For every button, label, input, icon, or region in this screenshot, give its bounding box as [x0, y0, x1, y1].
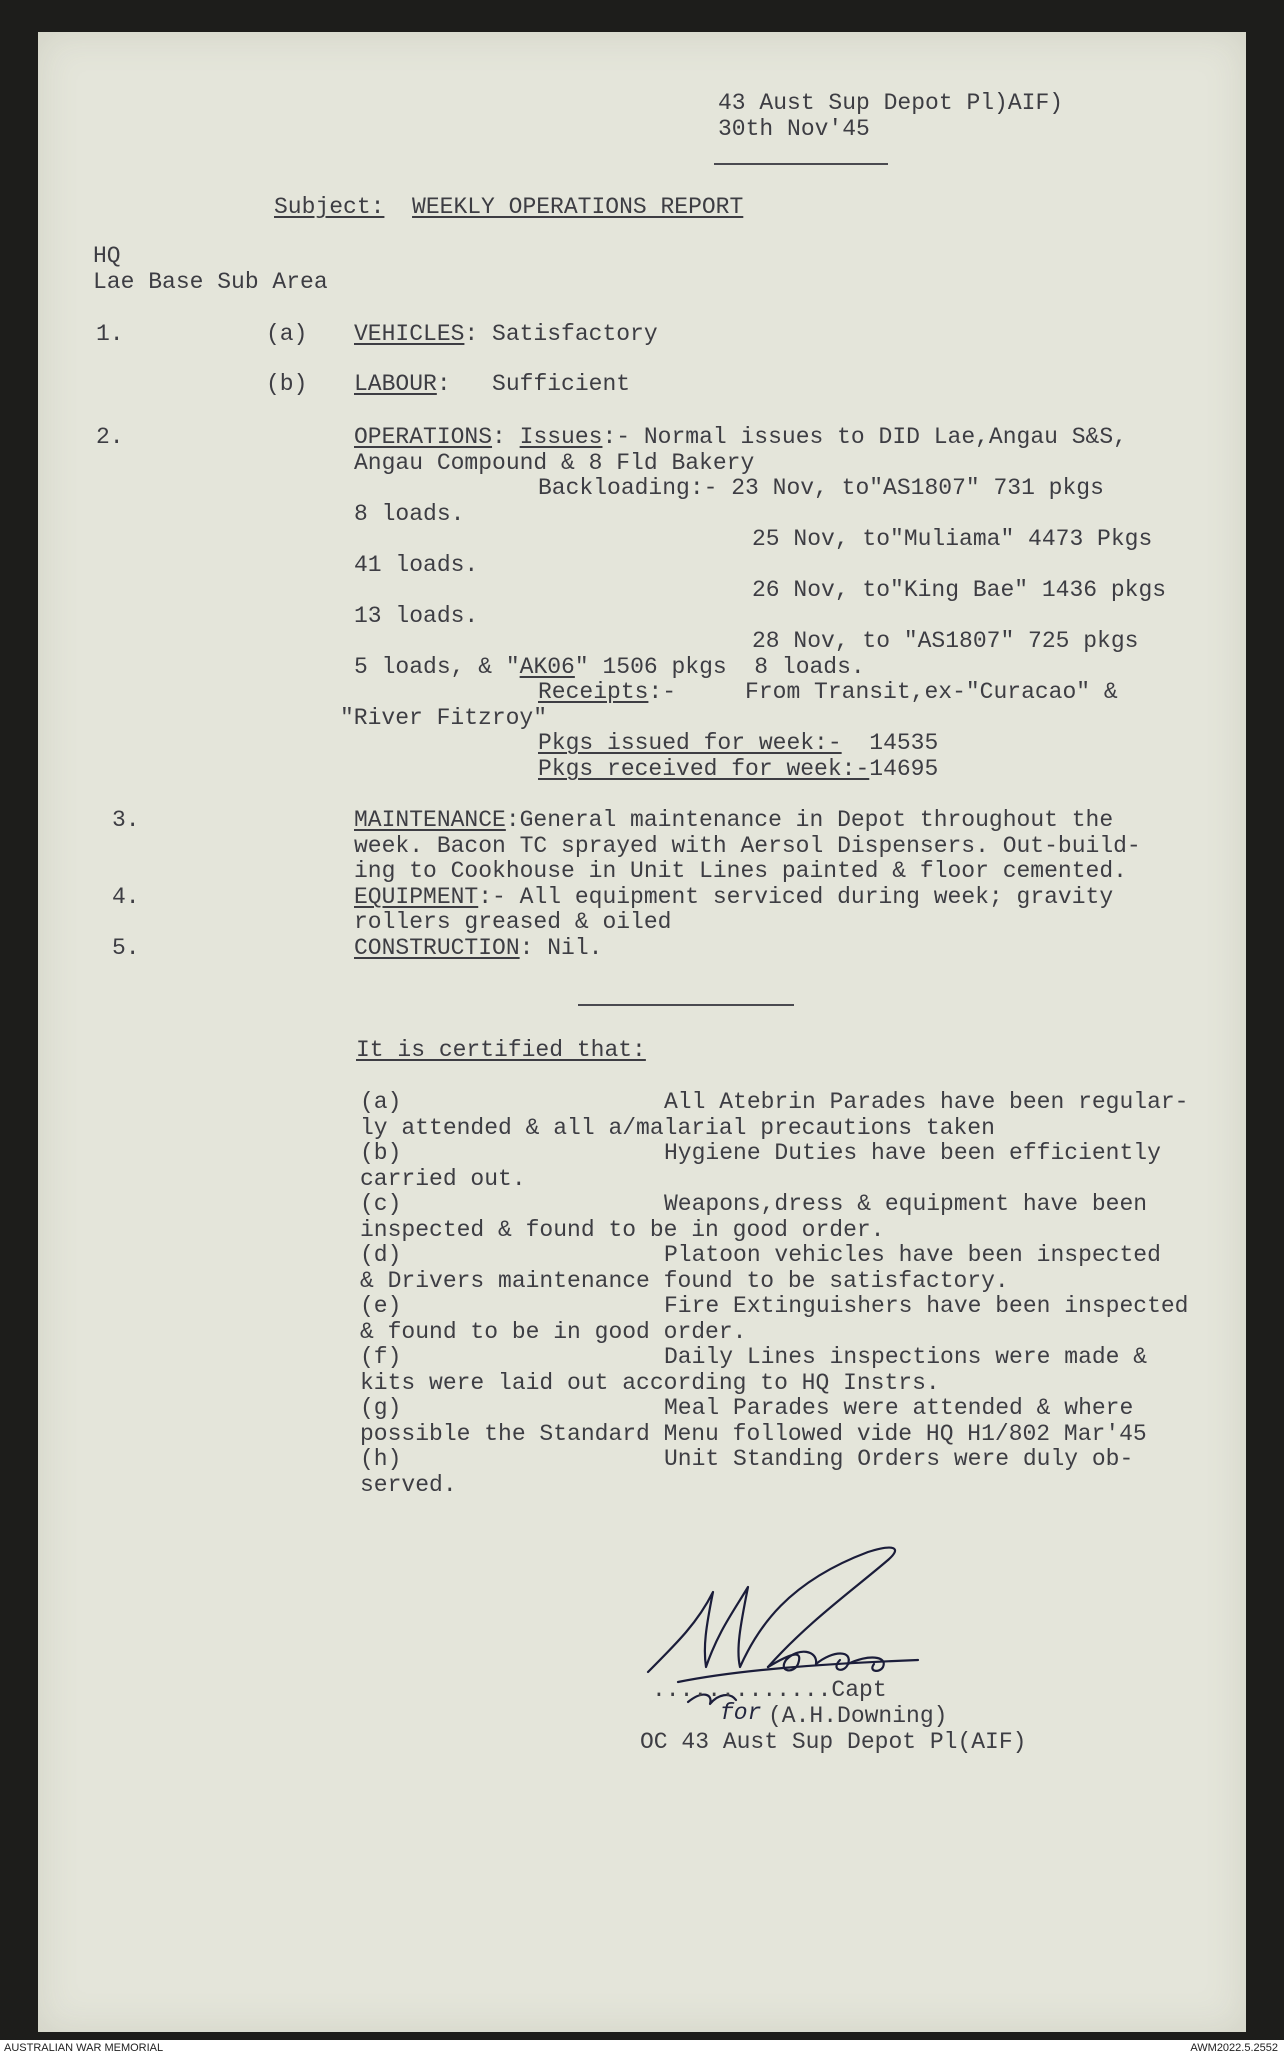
labour-value: : Sufficient	[436, 371, 631, 397]
item-1a-letter: (a)	[266, 321, 308, 347]
vehicles-line	[354, 321, 658, 347]
pkgs-received-line	[538, 756, 938, 782]
backloading-2: 25 Nov, to"Muliama" 4473 Pkgs	[752, 526, 1153, 552]
loads-4	[354, 654, 865, 680]
issues-continuation: Angau Compound & 8 Fld Bakery	[354, 450, 755, 476]
archive-footer	[0, 2040, 1284, 2061]
item-4-number: 4.	[112, 884, 140, 910]
section-rule	[578, 1004, 794, 1006]
header-rule	[714, 163, 888, 165]
cert-h-line2: served.	[360, 1472, 457, 1498]
receipts-continuation: "River Fitzroy"	[340, 705, 548, 731]
certification-heading: It is certified that:	[356, 1037, 646, 1063]
footer-left: AUSTRALIAN WAR MEMORIAL	[4, 2042, 164, 2054]
issues-label: Issues	[519, 424, 603, 450]
pkgs-received-value: 14695	[869, 756, 939, 782]
cert-d-line2: & Drivers maintenance found to be satisfactory.	[360, 1268, 1009, 1294]
cert-c-line1: Weapons,dress & equipment have been	[664, 1191, 1148, 1217]
cert-g-line1: Meal Parades were attended & where	[664, 1395, 1134, 1421]
item-1-number: 1.	[96, 321, 124, 347]
equipment-line-2: rollers greased & oiled	[354, 909, 672, 935]
item-5-number: 5.	[112, 935, 140, 961]
receipts-text: :- From Transit,ex-"Curacao" &	[648, 679, 1118, 705]
cert-e-line2: & found to be in good order.	[360, 1319, 747, 1345]
construction-value: : Nil.	[519, 935, 603, 961]
backloading-line: Backloading:- 23 Nov, to"AS1807" 731 pkgs	[538, 475, 1104, 501]
cert-a-letter: (a)	[360, 1089, 402, 1115]
backloading-4: 28 Nov, to "AS1807" 725 pkgs	[752, 628, 1139, 654]
cert-h-letter: (h)	[360, 1446, 402, 1472]
loads-3: 13 loads.	[354, 603, 479, 629]
equipment-text: :- All equipment serviced during week; gravity	[478, 884, 1114, 910]
labour-label: LABOUR	[354, 371, 437, 397]
loads-4-suffix: " 1506 pkgs 8 loads.	[574, 654, 865, 680]
ak-vessel: AK06	[519, 654, 575, 680]
cert-a-line1: All Atebrin Parades have been regular-	[664, 1089, 1189, 1115]
pkgs-issued-value: 14535	[841, 730, 939, 756]
operations-line: OPERATIONS: Issues:- Normal issues to DID Lae,Angau S&S,	[354, 424, 1127, 450]
loads-1: 8 loads.	[354, 501, 465, 527]
item-2-number: 2.	[96, 424, 124, 450]
issues-text: :- Normal issues to DID Lae,Angau S&S,	[602, 424, 1127, 450]
operations-label: OPERATIONS	[354, 424, 493, 450]
subject-title: WEEKLY OPERATIONS REPORT	[412, 194, 744, 220]
cert-f-line2: kits were laid out according to HQ Instrs.	[360, 1370, 940, 1396]
pkgs-issued-line	[538, 730, 938, 756]
pkgs-issued-label: Pkgs issued for week:-	[538, 730, 842, 756]
equipment-label: EQUIPMENT	[354, 884, 479, 910]
loads-2: 41 loads.	[354, 552, 479, 578]
signature-per: for	[720, 1700, 762, 1726]
item-1b-letter: (b)	[266, 371, 308, 397]
cert-e-letter: (e)	[360, 1293, 402, 1319]
backloading-3: 26 Nov, to"King Bae" 1436 pkgs	[752, 577, 1167, 603]
receipts-line	[538, 679, 1118, 705]
cert-c-line2: inspected & found to be in good order.	[360, 1217, 885, 1243]
document-page	[38, 32, 1246, 2032]
vehicles-value: : Satisfactory	[464, 321, 658, 347]
equipment-line	[354, 884, 1113, 910]
cert-b-letter: (b)	[360, 1140, 402, 1166]
addressee-line1: HQ	[93, 243, 121, 269]
report-date: 30th Nov'45	[718, 116, 870, 142]
cert-d-line1: Platoon vehicles have been inspected	[664, 1242, 1161, 1268]
pkgs-received-label: Pkgs received for week:-	[538, 756, 870, 782]
item-3-number: 3.	[112, 807, 140, 833]
cert-g-letter: (g)	[360, 1395, 402, 1421]
cert-b-line2: carried out.	[360, 1166, 526, 1192]
cert-b-line1: Hygiene Duties have been efficiently	[664, 1140, 1161, 1166]
subject-line	[274, 194, 743, 220]
footer-right: AWM2022.5.2552	[1190, 2042, 1278, 2054]
cert-a-line2: ly attended & all a/malarial precautions taken	[360, 1115, 995, 1141]
signatory-title: OC 43 Aust Sup Depot Pl(AIF)	[640, 1729, 1027, 1755]
construction-line	[354, 935, 602, 961]
receipts-label: Receipts	[538, 679, 649, 705]
maintenance-text: :General maintenance in Depot throughout the	[505, 807, 1114, 833]
maintenance-line-2: week. Bacon TC sprayed with Aersol Dispensers. Out-build-	[354, 833, 1141, 859]
cert-e-line1: Fire Extinguishers have been inspected	[664, 1293, 1189, 1319]
vehicles-label: VEHICLES	[354, 321, 465, 347]
maintenance-line-3: ing to Cookhouse in Unit Lines painted & floor cemented.	[354, 858, 1127, 884]
unit-heading: 43 Aust Sup Depot Pl)AIF)	[718, 90, 1064, 116]
cert-g-line2: possible the Standard Menu followed vide HQ H1/802 Mar'45	[360, 1421, 1147, 1447]
addressee-line2: Lae Base Sub Area	[93, 269, 328, 295]
maintenance-line	[354, 807, 1113, 833]
construction-label: CONSTRUCTION	[354, 935, 520, 961]
cert-h-line1: Unit Standing Orders were duly ob-	[664, 1446, 1134, 1472]
loads-4-prefix: 5 loads, & "	[354, 654, 520, 680]
maintenance-label: MAINTENANCE	[354, 807, 506, 833]
cert-f-letter: (f)	[360, 1344, 402, 1370]
signatory-name: (A.H.Downing)	[768, 1703, 948, 1729]
cert-f-line1: Daily Lines inspections were made &	[664, 1344, 1148, 1370]
labour-line	[354, 371, 630, 397]
subject-label: Subject:	[274, 194, 385, 220]
cert-d-letter: (d)	[360, 1242, 402, 1268]
cert-c-letter: (c)	[360, 1191, 402, 1217]
signature-dots-rank: .............Capt	[652, 1677, 887, 1703]
